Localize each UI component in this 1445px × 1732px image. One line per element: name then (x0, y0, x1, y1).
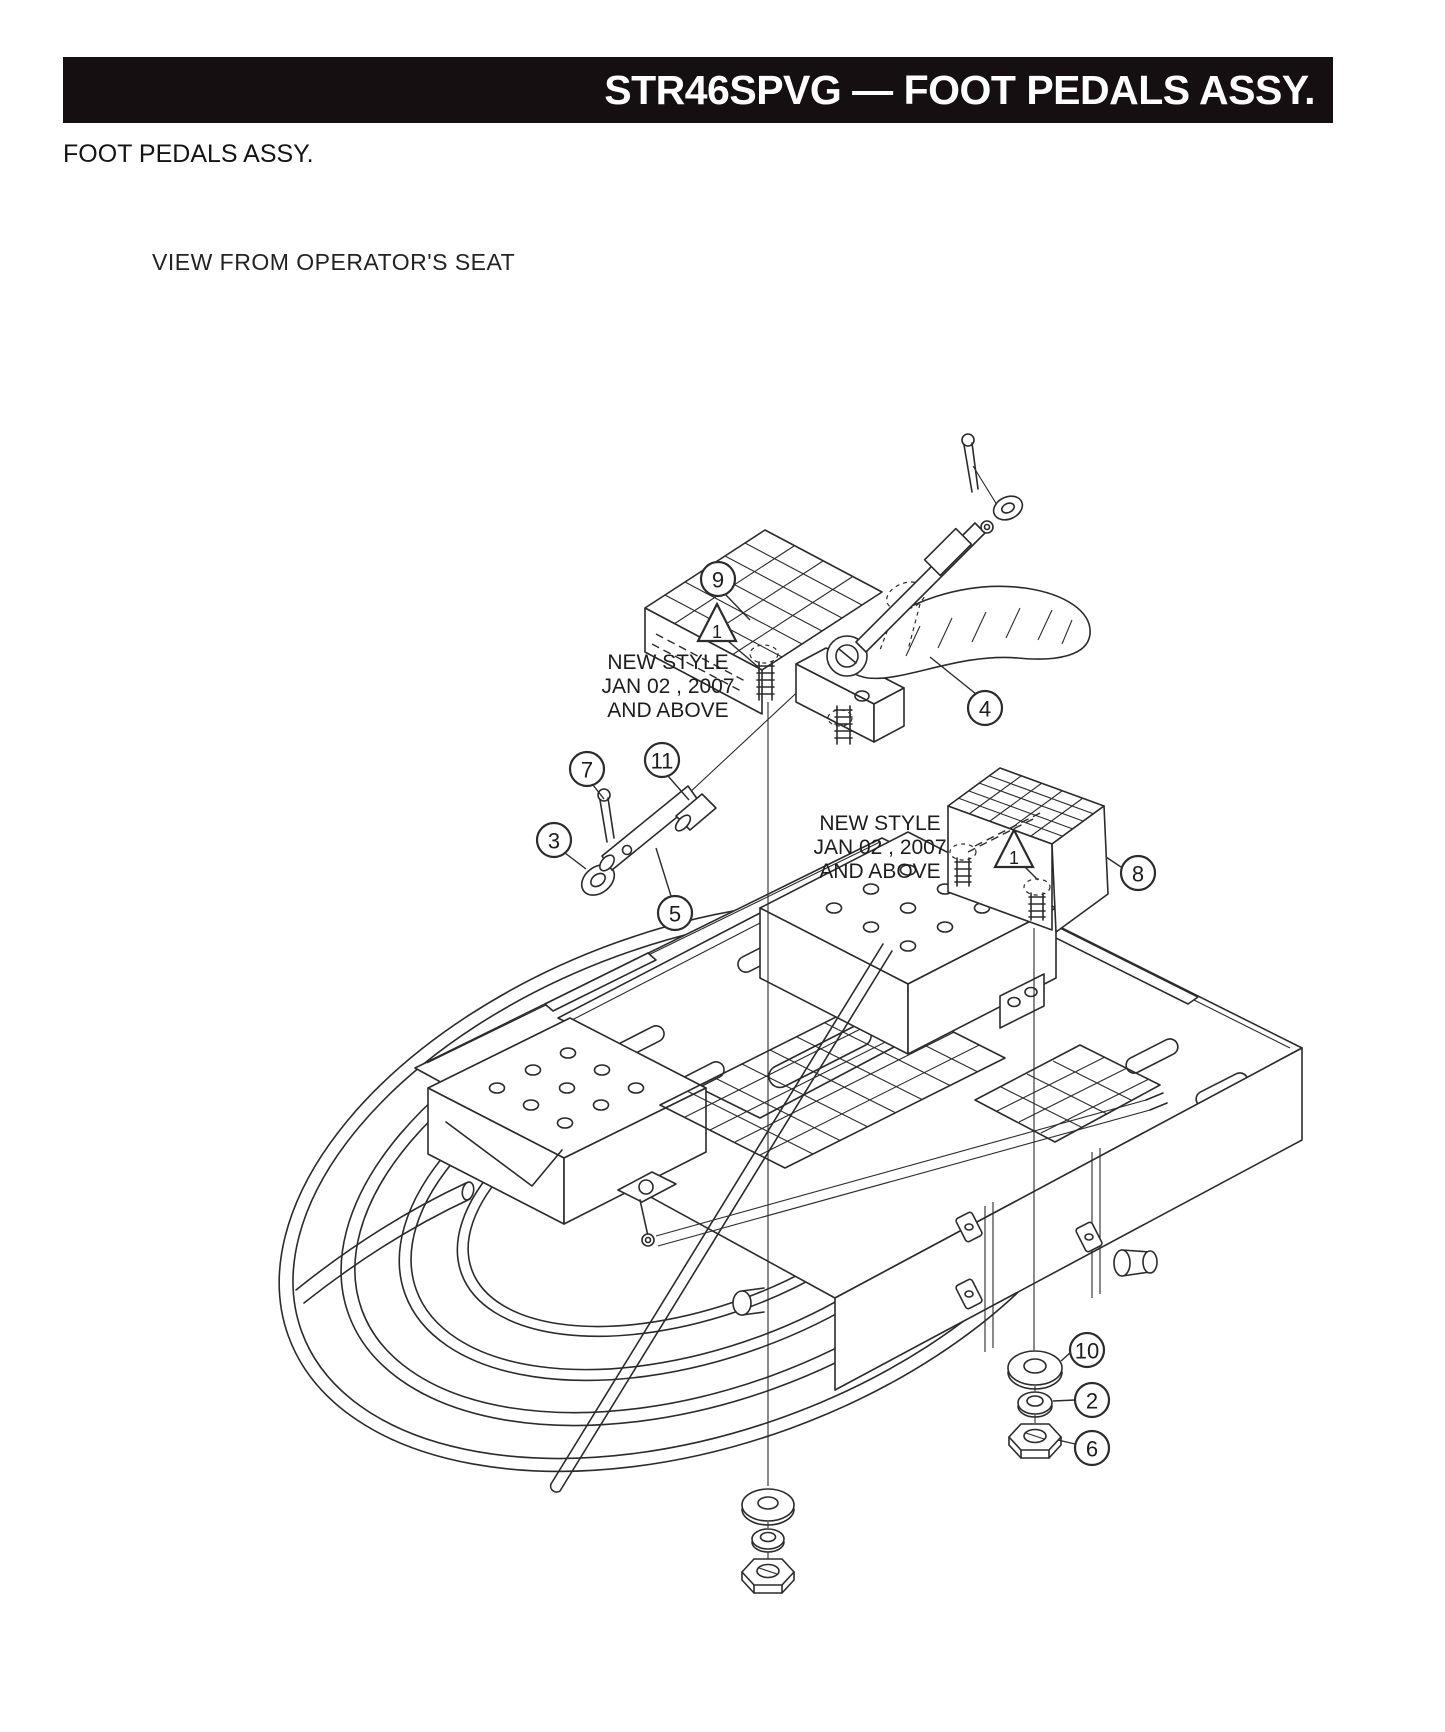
callout-label-9: 9 (711, 567, 725, 593)
note-new-style-right: NEW STYLE JAN 02 , 2007 AND ABOVE (813, 812, 947, 883)
callout-label-6: 6 (1085, 1436, 1099, 1462)
warning-triangle-label: 1 (1008, 848, 1020, 868)
page-title: STR46SPVG — FOOT PEDALS ASSY. (604, 66, 1315, 113)
warning-triangle-label: 1 (711, 622, 723, 642)
callout-label-8: 8 (1131, 861, 1145, 887)
view-from-seat-label: VIEW FROM OPERATOR'S SEAT (152, 249, 516, 275)
leader-line (1106, 857, 1121, 867)
leader-line (1053, 1400, 1075, 1401)
hardware-stack-right (1008, 1351, 1062, 1458)
leader-line (656, 848, 671, 896)
chassis-deck (296, 832, 1302, 1492)
note-new-style-left: NEW STYLE JAN 02 , 2007 AND ABOVE (601, 651, 735, 722)
hardware-stack-left (742, 1489, 794, 1593)
callout-label-11: 11 (650, 748, 674, 774)
callout-label-10: 10 (1074, 1338, 1100, 1364)
callout-label-3: 3 (547, 828, 561, 854)
callout-label-2: 2 (1085, 1388, 1099, 1414)
callout-label-5: 5 (668, 901, 682, 927)
leader-line (1061, 1353, 1070, 1361)
assembly-subtitle: FOOT PEDALS ASSY. (63, 140, 314, 168)
callout-label-4: 4 (978, 696, 992, 722)
callout-label-7: 7 (580, 757, 594, 783)
leader-line (565, 853, 586, 869)
